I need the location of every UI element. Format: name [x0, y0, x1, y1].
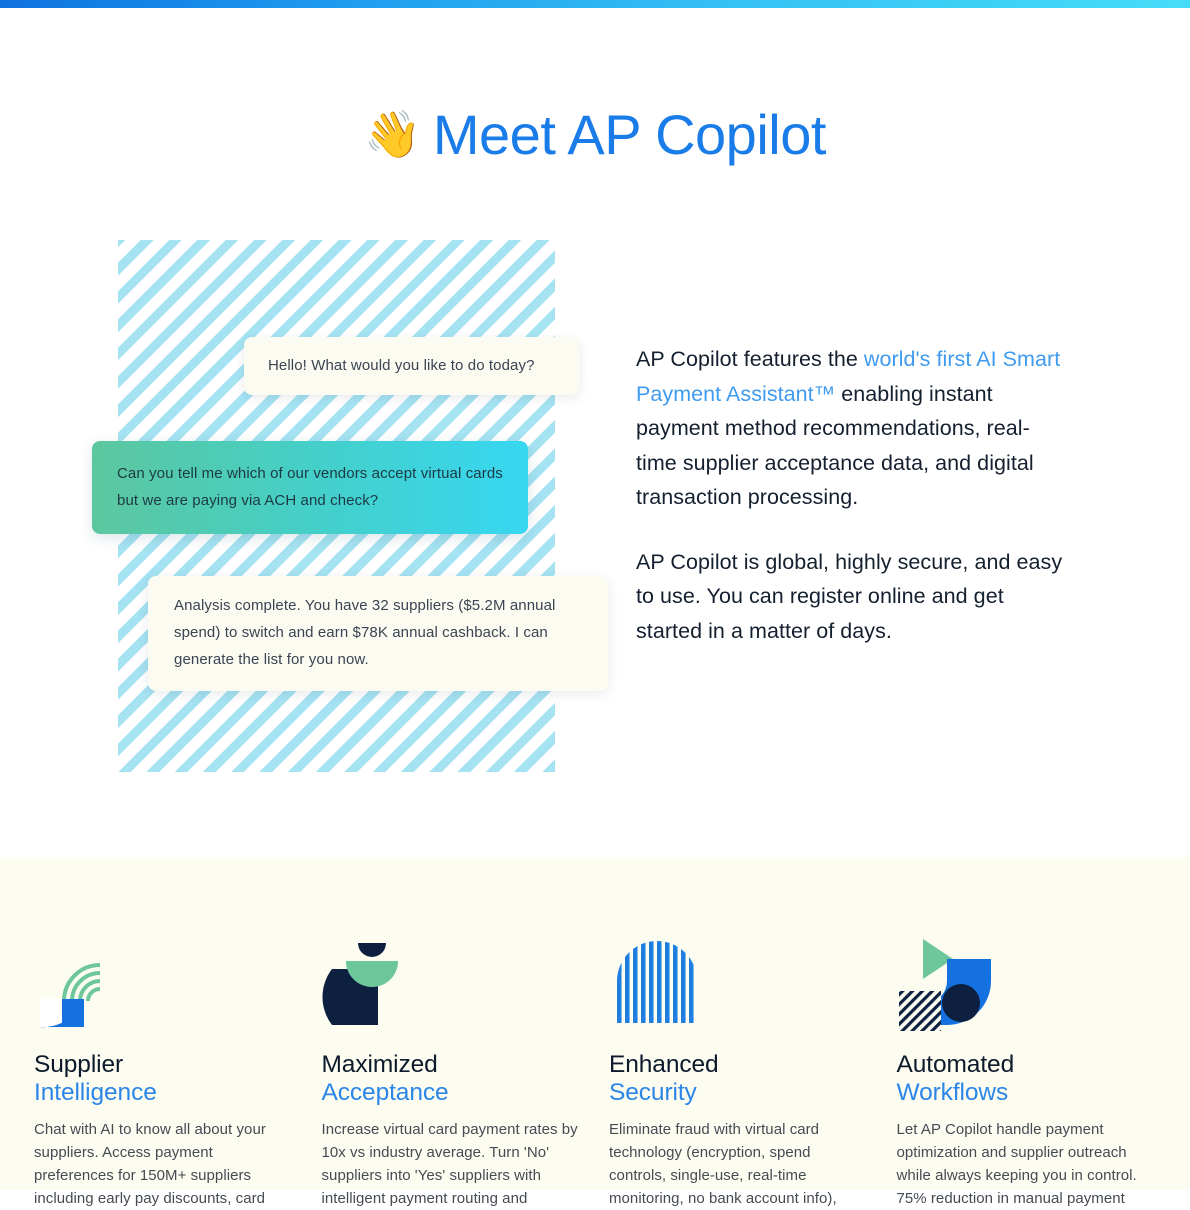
hero-paragraph-2: AP Copilot is global, highly secure, and easy to use. You can register online and get started in a matter of days.: [636, 549, 1063, 643]
feature-card-grid: [34, 935, 1158, 1210]
supplier-intelligence-icon: [34, 935, 130, 1031]
feature-body-supplier-intelligence: Chat with AI to know all about your suppliers. Access payment preferences for 150M+ suppliers including early pay discounts, card: [34, 1121, 266, 1207]
feature-body-enhanced-security: Eliminate fraud with virtual card technology (encryption, spend controls, single-use, real-time monitoring, no bank account info),: [609, 1121, 837, 1207]
smart-payment-assistant-link[interactable]: world's first AI Smart Payment Assistant™: [636, 347, 1061, 406]
feature-title-line2: Security: [609, 1079, 697, 1106]
feature-title-enhanced-security: [609, 1051, 871, 1107]
feature-title-line1: Enhanced: [609, 1051, 719, 1078]
automated-workflows-icon: [897, 935, 993, 1031]
hero-paragraph-1: [636, 342, 1068, 515]
paragraph-1-lead: AP Copilot features the: [636, 347, 864, 371]
chat-bubble-assistant-2: Analysis complete. You have 32 suppliers ($5.2M annual spend) to switch and earn $78K annual cashback. I can generate the list for you now.: [148, 576, 608, 691]
top-accent-bar: [0, 0, 1190, 8]
page-title-text: Meet AP Copilot: [432, 103, 826, 166]
feature-title-maximized-acceptance: [322, 1051, 584, 1107]
feature-card-maximized-acceptance[interactable]: [322, 935, 584, 1210]
feature-title-line2: Intelligence: [34, 1079, 157, 1106]
maximized-acceptance-icon: [322, 935, 418, 1031]
feature-card-automated-workflows[interactable]: [897, 935, 1159, 1210]
feature-title-line1: Maximized: [321, 1051, 438, 1078]
feature-title-line2: Workflows: [896, 1079, 1009, 1106]
feature-title-line1: Supplier: [34, 1051, 124, 1078]
hero-section: [0, 8, 1190, 857]
feature-card-supplier-intelligence[interactable]: [34, 935, 296, 1210]
feature-card-enhanced-security[interactable]: [609, 935, 871, 1210]
feature-title-automated-workflows: [897, 1051, 1159, 1107]
features-section: [0, 857, 1190, 1207]
feature-title-supplier-intelligence: [34, 1051, 296, 1107]
chat-bubble-assistant-1: Hello! What would you like to do today?: [244, 337, 580, 395]
enhanced-security-icon: [609, 935, 705, 1031]
feature-title-line2: Acceptance: [321, 1079, 449, 1106]
feature-body-maximized-acceptance: Increase virtual card payment rates by 10x vs industry average. Turn 'No' suppliers into 'Yes' suppliers with intelligent payment routing and: [321, 1121, 578, 1207]
waving-hand-icon: 👋: [364, 108, 421, 160]
feature-title-line1: Automated: [896, 1051, 1015, 1078]
chat-bubble-user: Can you tell me which of our vendors accept virtual cards but we are paying via ACH and check?: [92, 441, 528, 534]
feature-body-automated-workflows: Let AP Copilot handle payment optimization and supplier outreach while always keeping you in control. 75% reduction in manual payment: [896, 1121, 1137, 1207]
hero-copy-column: [636, 342, 1068, 648]
page-title: [0, 103, 1190, 167]
paragraph-1-tail: enabling instant payment method recommendations, real-time supplier acceptance data, and digital transaction processing.: [636, 381, 1034, 509]
